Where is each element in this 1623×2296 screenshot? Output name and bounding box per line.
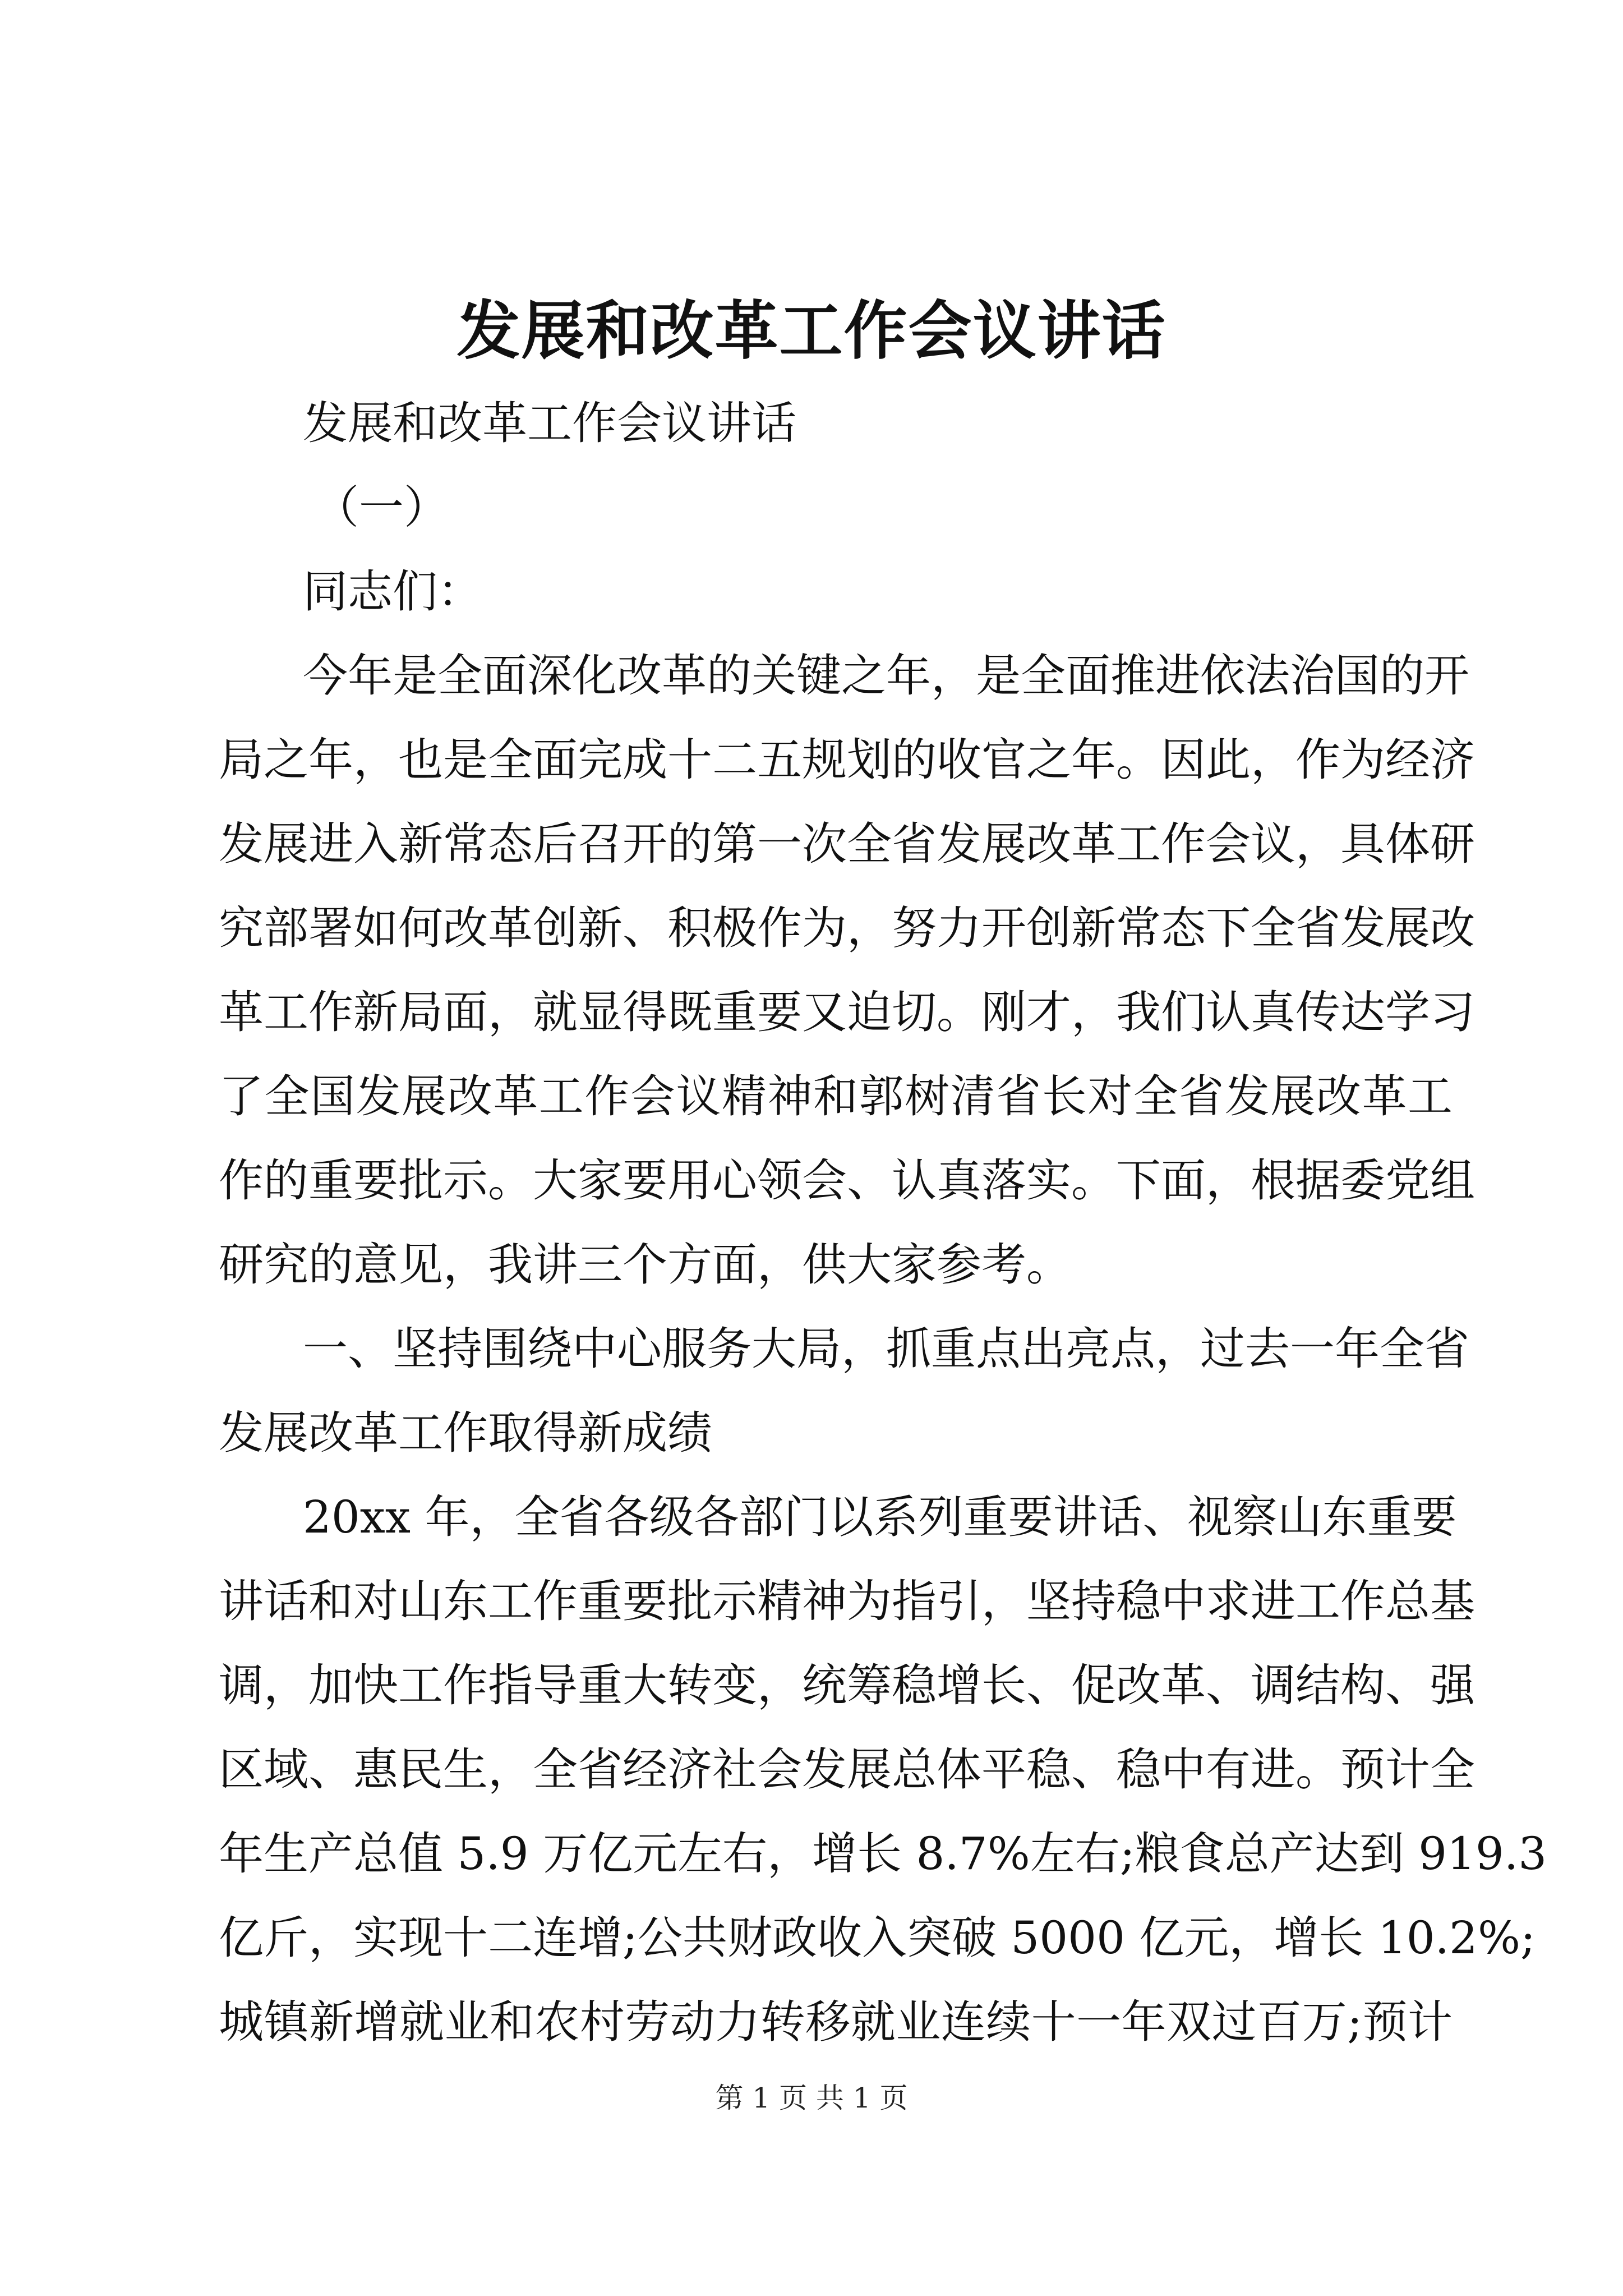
text-line: 了全国发展改革工作会议精神和郭树清省长对全省发展改革工: [219, 1070, 1453, 1122]
text-line: 年生产总值 5.9 万亿元左右，增长 8.7%左右;粮食总产达到 919.3: [219, 1828, 1547, 1880]
document-title: 发展和改革工作会议讲话: [457, 293, 1166, 368]
document-body: [219, 381, 1547, 2064]
text-line: 城镇新增就业和农村劳动力转移就业连续十一年双过百万;预计: [219, 1996, 1453, 2048]
text-line: 20xx 年，全省各级各部门以系列重要讲话、视察山东重要: [303, 1491, 1457, 1543]
text-line: 研究的意见，我讲三个方面，供大家参考。: [219, 1239, 1071, 1291]
text-line: 讲话和对山东工作重要批示精神为指引，坚持稳中求进工作总基: [219, 1575, 1475, 1627]
text-line: 作的重要批示。大家要用心领会、认真落实。下面，根据委党组: [219, 1154, 1475, 1207]
text-line: 局之年，也是全面完成十二五规划的收官之年。因此，作为经济: [219, 734, 1475, 786]
page-footer: 第 1 页 共 1 页: [715, 2082, 908, 2114]
text-line: 调，加快工作指导重大转变，统筹稳增长、促改革、调结构、强: [219, 1659, 1475, 1711]
text-line: 同志们：: [303, 565, 482, 618]
text-line: 亿斤，实现十二连增;公共财政收入突破 5000 亿元，增长 10.2%;: [219, 1912, 1536, 1964]
text-line: 区域、惠民生，全省经济社会发展总体平稳、稳中有进。预计全: [219, 1743, 1475, 1796]
text-line: 发展和改革工作会议讲话: [303, 397, 796, 449]
text-line: 一、坚持围绕中心服务大局，抓重点出亮点，过去一年全省: [303, 1323, 1469, 1375]
text-line: （一）: [314, 481, 449, 533]
text-line: 革工作新局面，就显得既重要又迫切。刚才，我们认真传达学习: [219, 986, 1475, 1038]
text-line: 发展进入新常态后召开的第一次全省发展改革工作会议，具体研: [219, 818, 1475, 870]
text-line: 发展改革工作取得新成绩: [219, 1407, 712, 1459]
text-line: 今年是全面深化改革的关键之年，是全面推进依法治国的开: [303, 650, 1469, 702]
text-line: 究部署如何改革创新、积极作为，努力开创新常态下全省发展改: [219, 902, 1475, 954]
